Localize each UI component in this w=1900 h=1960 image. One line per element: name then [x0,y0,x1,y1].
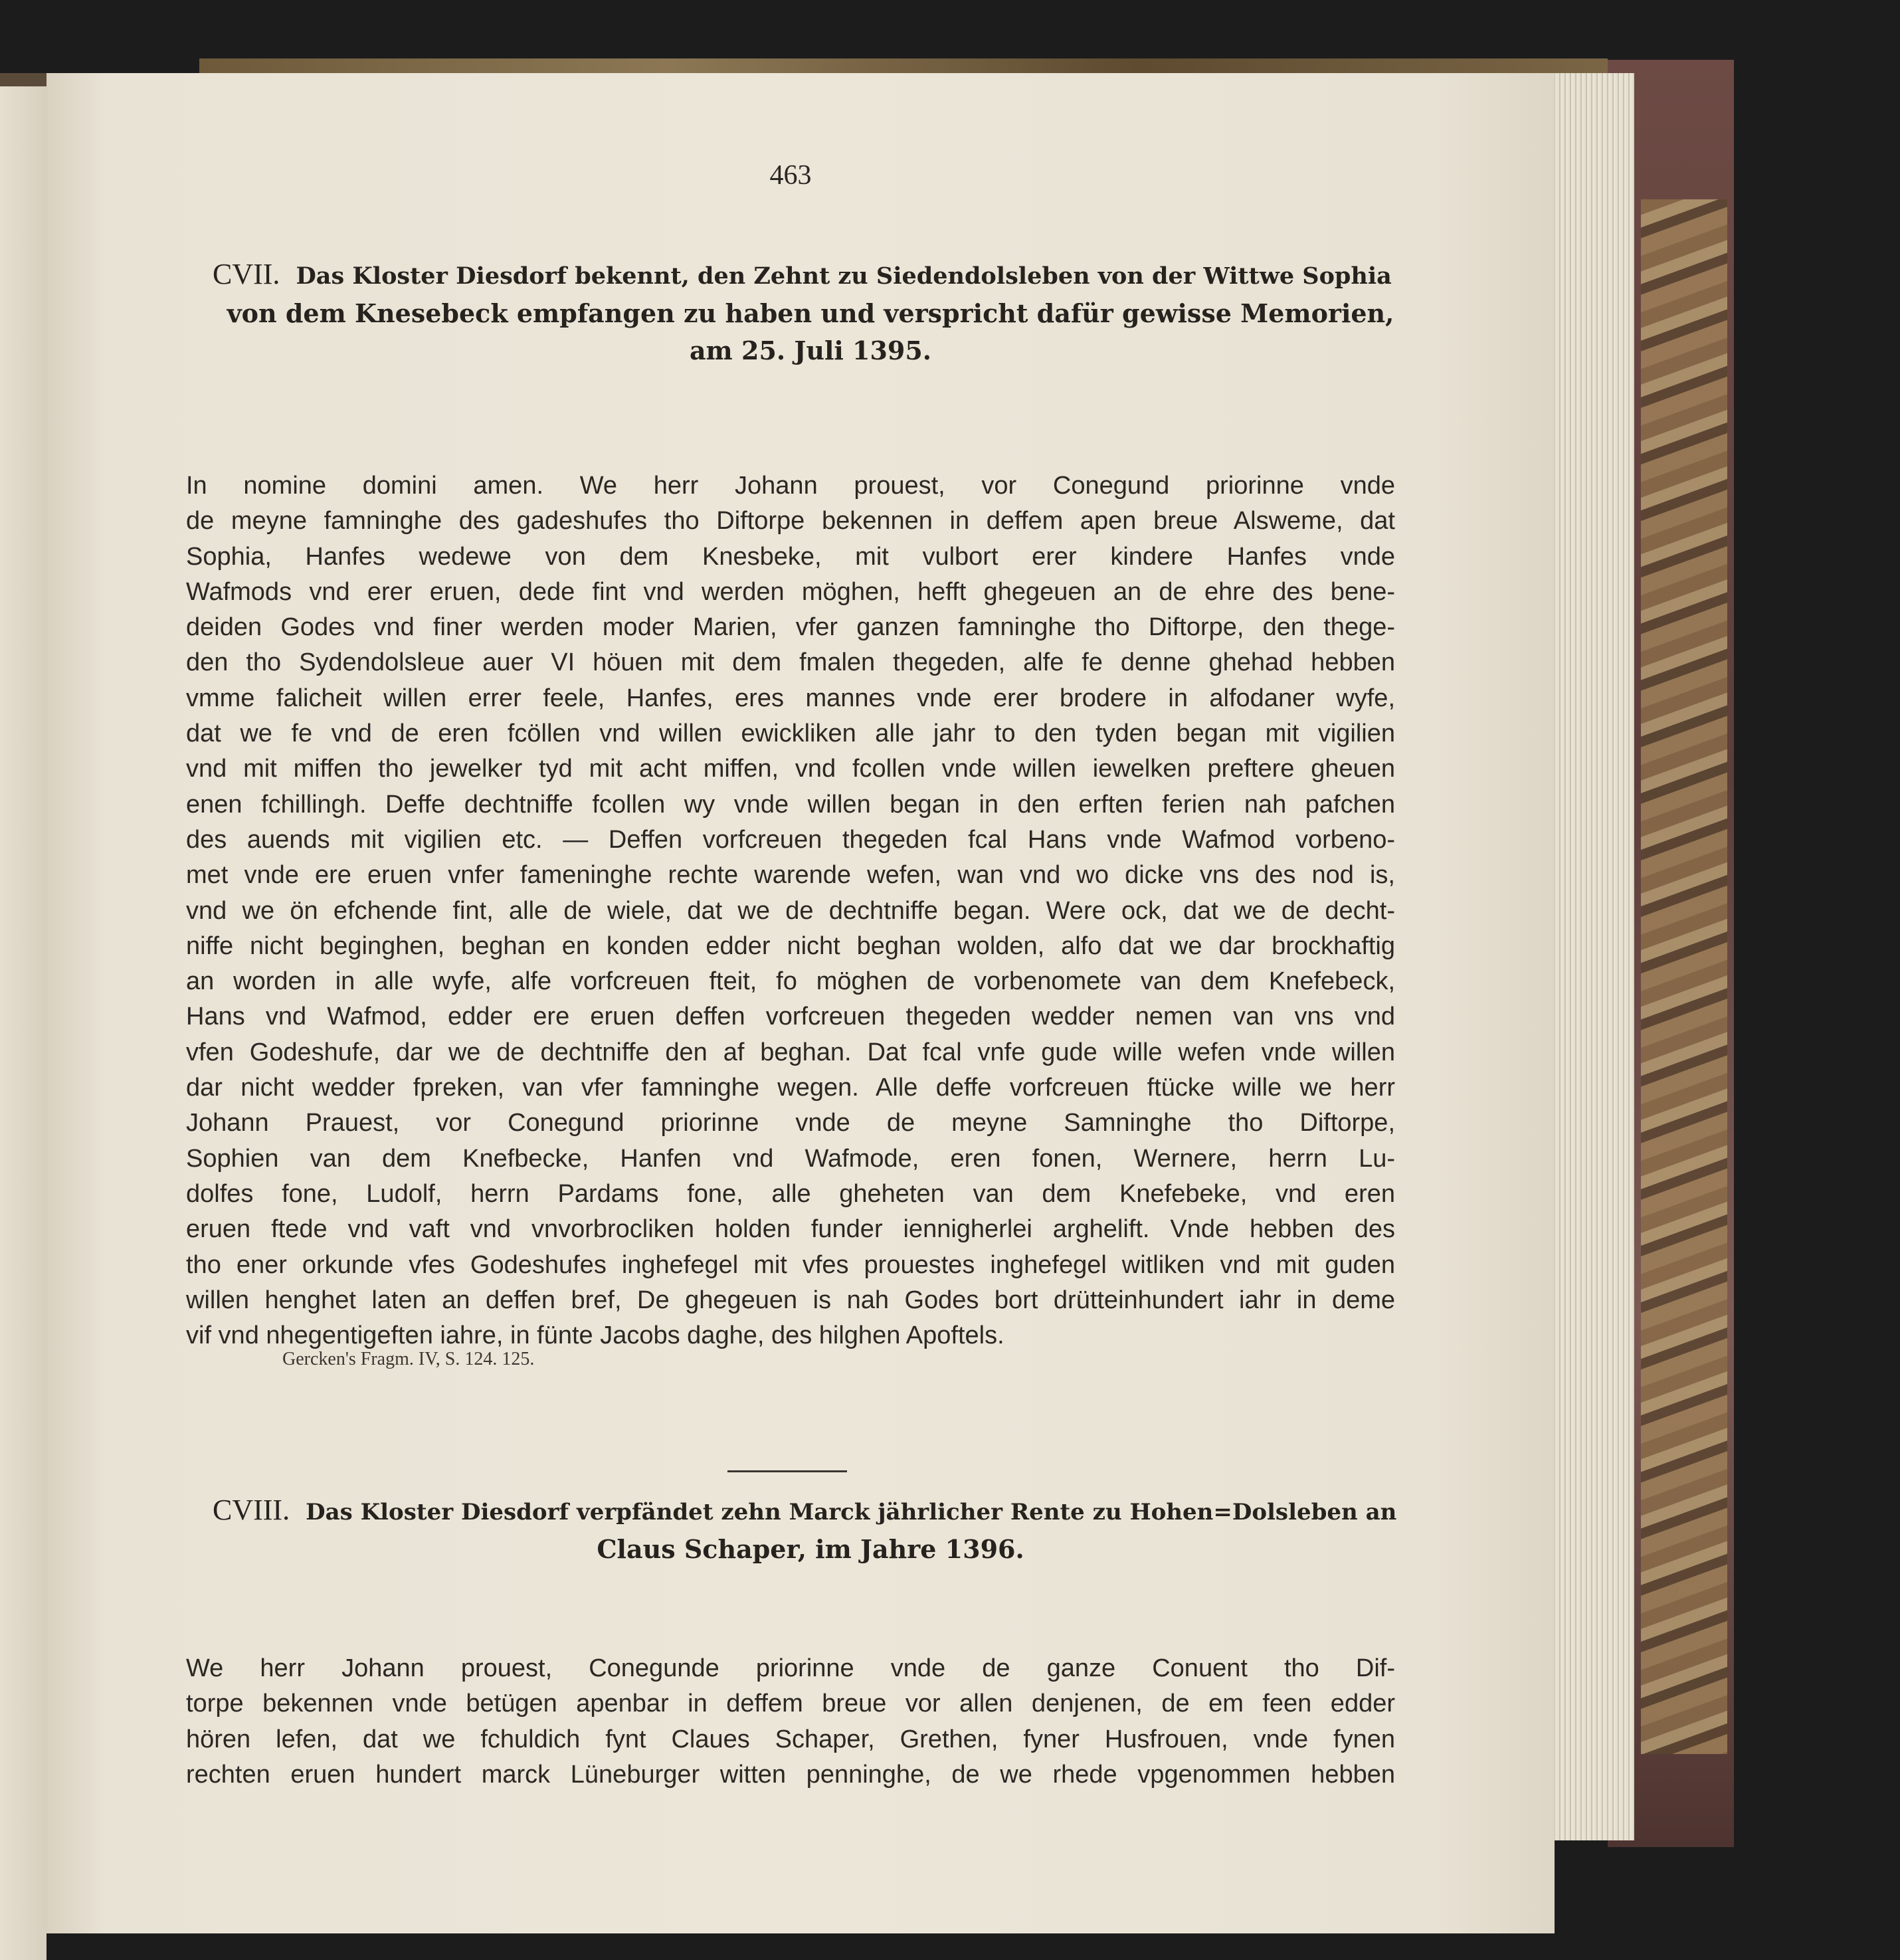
text-line: des auends mit vigilien etc. — Deffen vorfcreuen thegeden fcal Hans vnde Wafmod vorbeno- [186,825,1395,854]
heading-line [213,1492,1408,1531]
text-line: Sophien van dem Knefbecke, Hanfen vnd Wafmode, eren fonen, Wernere, herrn Lu- [186,1144,1395,1173]
text-line: eruen ftede vnd vaft vnd vnvorbrocliken holden funder iennigherlei arghelift. Vnde hebben des [186,1215,1395,1244]
heading-text: Das Kloster Diesdorf bekennt, den Zehnt zu Siedendolsleben von der Wittwe Sophia [296,262,1392,290]
text-line: vmme falicheit willen errer feele, Hanfes, eres mannes vnde erer brodere in alfodaner wyfe, [186,684,1395,712]
page-number: 463 [769,160,812,191]
page-stack-edges [1541,73,1634,1840]
text-line: de meyne famninghe des gadeshufes tho Diftorpe bekennen in deffem apen breue Alsweme, dat [186,507,1395,536]
text-line: vfen Godeshufe, dar we de dechtniffe den af beghan. Dat fcal vnfe gude wille wefen vnde willen [186,1038,1395,1066]
text-line: Johann Prauest, vor Conegund priorinne vnde de meyne Samninghe tho Diftorpe, [186,1109,1395,1137]
section-divider [727,1470,847,1472]
text-line: We herr Johann prouest, Conegunde priorinne vnde de ganze Conuent tho Dif- [186,1654,1395,1682]
left-page-sliver [0,86,47,1960]
text-line: niffe nicht beginghen, beghan en konden edder nicht beghan wolden, alfo dat we dar brockhaftig [186,931,1395,960]
document-number: CVIII. [213,1494,290,1526]
text-line: den tho Sydendolsleue auer VI höuen mit dem fmalen thegeden, alfe fe denne ghehad hebben [186,648,1395,677]
text-line: an worden in alle wyfe, alfe vorfcreuen fteit, fo möghen de vorbenomete van dem Knefebeck, [186,967,1395,996]
document-text-cviii [186,1651,1395,1793]
heading-line: Claus Schaper, im Jahre 1396. [597,1534,1024,1564]
text-line: Hans vnd Wafmod, edder ere eruen deffen vorfcreuen thegeden wedder nemen van vns vnd [186,1003,1395,1031]
marbled-endpaper [1641,199,1727,1754]
text-line: dolfes fone, Ludolf, herrn Pardams fone, alle gheheten van dem Knefebeke, vnd eren [186,1179,1395,1208]
page-text-area [47,73,1555,1933]
text-line: vif vnd nhegentigeften iahre, in fünte Jacobs daghe, des hilghen Apoftels. [186,1322,1004,1350]
text-line: rechten eruen hundert marck Lüneburger witten penninghe, de we rhede vpgenommen hebben [186,1760,1395,1789]
text-line: deiden Godes vnd finer werden moder Marien, vfer ganzen famninghe tho Diftorpe, den thege- [186,613,1395,642]
heading-line: von dem Knesebeck empfangen zu haben und verspricht dafür gewisse Memorien, [227,298,1394,328]
document-heading-cviii [213,1492,1408,1568]
source-citation: Gercken's Fragm. IV, S. 124. 125. [282,1349,535,1369]
text-line: Wafmods vnd erer eruen, dede fint vnd werden möghen, hefft ghegeuen an de ehre des bene- [186,577,1395,606]
heading-text: Das Kloster Diesdorf verpfändet zehn Marck jährlicher Rente zu Hohen=Dolsleben an [306,1499,1397,1525]
text-line: tho ener orkunde vfes Godeshufes inghefegel mit vfes prouestes inghefegel witliken vnd mit guden [186,1250,1395,1279]
text-line: Sophia, Hanfes wedewe von dem Knesbeke, mit vulbort erer kindere Hanfes vnde [186,542,1395,571]
heading-line [213,256,1408,295]
text-line: In nomine domini amen. We herr Johann prouest, vor Conegund priorinne vnde [186,472,1395,500]
document-number: CVII. [213,258,280,290]
right-page [47,73,1555,1933]
text-line: willen henghet laten an deffen bref, De ghegeuen is nah Godes bort drütteinhundert iahr in deme [186,1286,1395,1314]
text-line: enen fchillingh. Deffe dechtniffe fcollen wy vnde willen began in den erften ferien nah pafchen [186,790,1395,819]
text-line: met vnde ere eruen vnfer fameninghe rechte warende wefen, wan vnd wo dicke vns des nod is, [186,861,1395,890]
text-line: dat we fe vnd de eren fcöllen vnd willen ewickliken alle jahr to den tyden began mit vigilien [186,720,1395,748]
document-text-cvii [186,468,1395,1353]
text-line: vnd mit miffen tho jewelker tyd mit acht miffen, vnd fcollen vnde willen iewelken preftere gheuen [186,755,1395,783]
text-line: torpe bekennen vnde betügen apenbar in deffem breue vor allen denjenen, de em feen edder [186,1690,1395,1718]
document-heading-cvii [213,256,1408,369]
text-line: vnd we ön efchende fint, alle de wiele, dat we de dechtniffe began. Were ock, dat we de decht- [186,896,1395,925]
text-line: hören lefen, dat we fchuldich fynt Claues Schaper, Grethen, fyner Husfrouen, vnde fynen [186,1725,1395,1753]
heading-line: am 25. Juli 1395. [689,336,932,365]
text-line: dar nicht wedder fpreken, van vfer famninghe wegen. Alle deffe vorfcreuen ftücke wille we herr [186,1074,1395,1102]
